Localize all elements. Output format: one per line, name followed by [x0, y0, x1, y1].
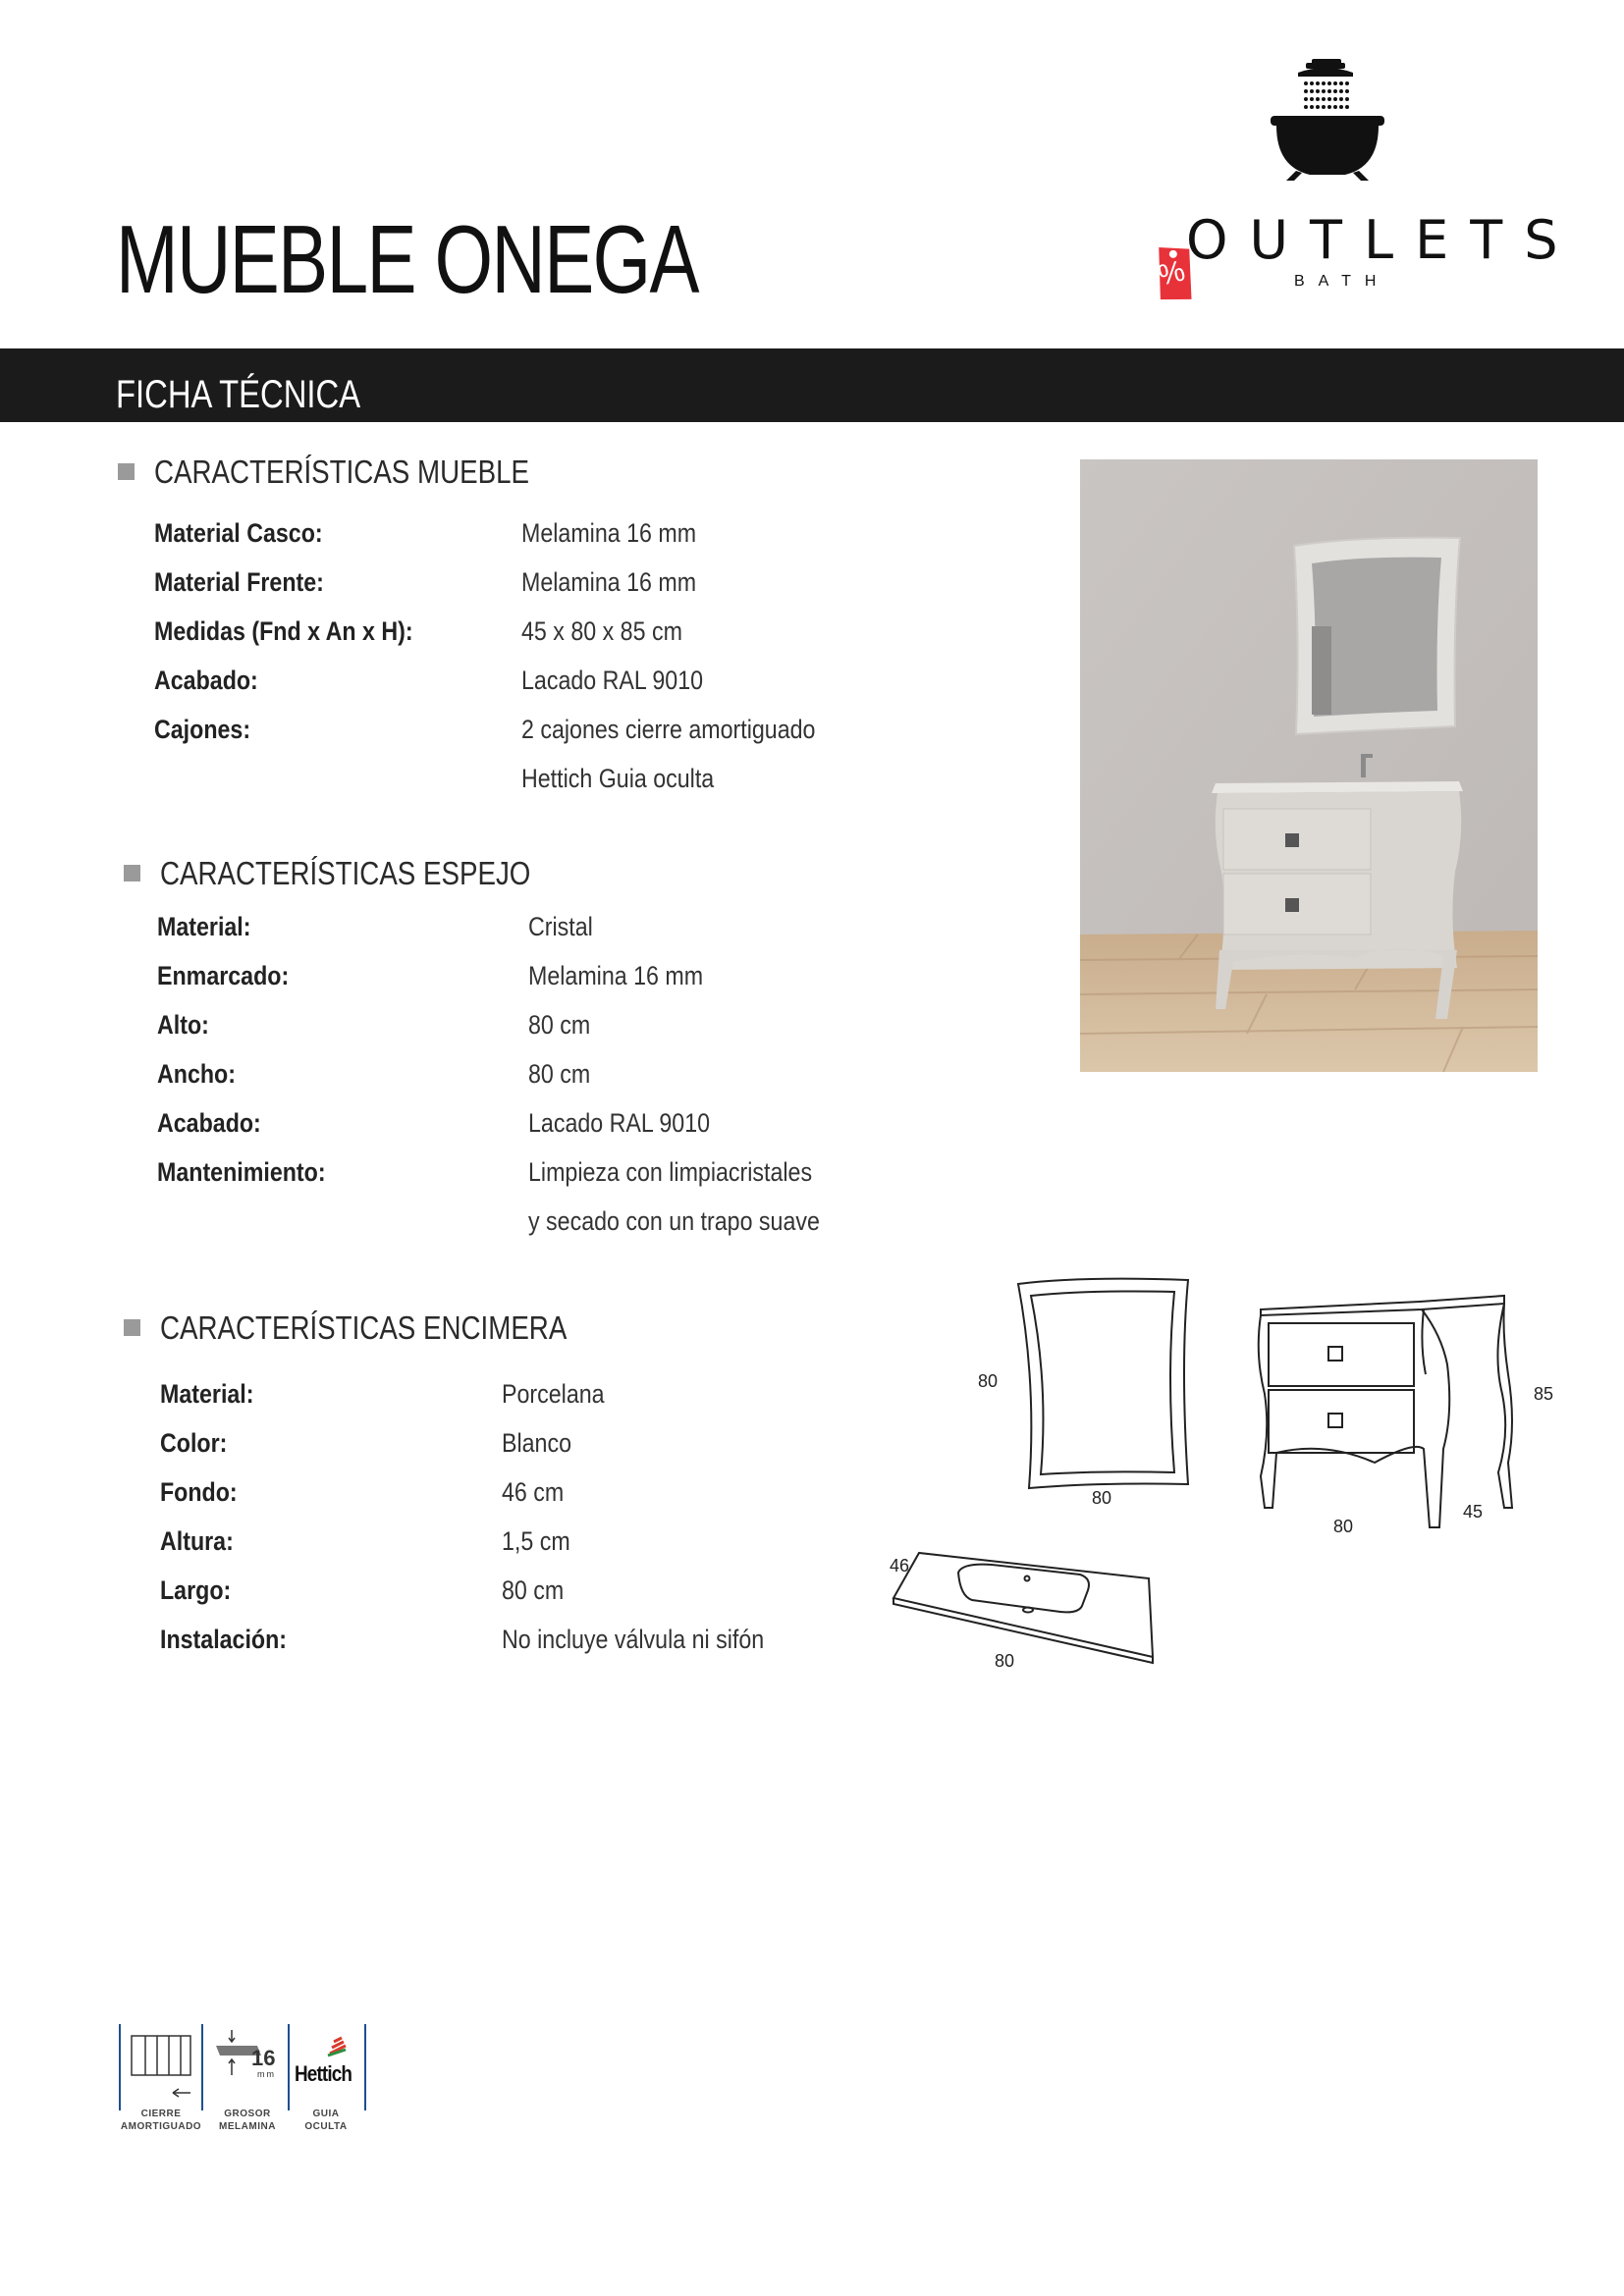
- icon-caption: GUIA OCULTA: [304, 2109, 348, 2132]
- encimera-heading: CARACTERÍSTICAS ENCIMERA: [160, 1309, 568, 1346]
- brand-sub: BATH: [1294, 273, 1390, 290]
- cabinet-width-label: 80: [1333, 1517, 1354, 1536]
- encimera-value: Blanco: [502, 1428, 572, 1458]
- price-tag-symbol: %: [1155, 254, 1189, 293]
- espejo-value: Melamina 16 mm: [528, 961, 704, 990]
- espejo-label: Acabado:: [157, 1108, 261, 1138]
- espejo-value: Lacado RAL 9010: [528, 1108, 711, 1138]
- mueble-value: 45 x 80 x 85 cm: [521, 616, 682, 646]
- hettich-logo: [328, 2038, 346, 2056]
- mueble-label: Cajones:: [154, 715, 251, 744]
- icon-caption: GROSOR MELAMINA: [219, 2109, 276, 2132]
- espejo-value: Limpieza con limpiacristales: [528, 1157, 813, 1187]
- encimera-label: Altura:: [160, 1526, 234, 1556]
- basin-width-label: 80: [995, 1651, 1015, 1671]
- encimera-value: 46 cm: [502, 1477, 565, 1507]
- espejo-label: Ancho:: [157, 1059, 236, 1089]
- cabinet-height-label: 85: [1534, 1384, 1554, 1404]
- espejo-value: Cristal: [528, 912, 593, 941]
- espejo-heading: CARACTERÍSTICAS ESPEJO: [160, 855, 531, 891]
- mueble-label: Acabado:: [154, 666, 258, 695]
- section-bar-title: FICHA TÉCNICA: [116, 373, 361, 416]
- espejo-label: Alto:: [157, 1010, 209, 1040]
- encimera-label: Fondo:: [160, 1477, 238, 1507]
- espejo-label: Mantenimiento:: [157, 1157, 326, 1187]
- section-bullet: [118, 463, 135, 480]
- section-bullet: [124, 1319, 140, 1336]
- encimera-value: No incluye válvula ni sifón: [502, 1625, 765, 1654]
- mirror-drawing: [1018, 1279, 1188, 1488]
- thickness-value: 16: [251, 2046, 276, 2070]
- icon-caption: CIERRE AMORTIGUADO: [120, 2109, 202, 2132]
- brand-name: OUTLETS: [1186, 209, 1580, 271]
- mirror-height-label: 80: [978, 1371, 999, 1391]
- mueble-label: Medidas (Fnd x An x H):: [154, 616, 413, 646]
- product-photo: [1080, 459, 1538, 1072]
- cabinet-drawing: [1259, 1296, 1512, 1527]
- encimera-label: Color:: [160, 1428, 228, 1458]
- espejo-value: 80 cm: [528, 1010, 591, 1040]
- mueble-value: 2 cajones cierre amortiguado: [521, 715, 816, 744]
- encimera-label: Largo:: [160, 1575, 232, 1605]
- technical-drawings: [864, 1266, 1571, 1679]
- hettich-brand-text: Hettich: [295, 2061, 352, 2086]
- mueble-label: Material Casco:: [154, 518, 323, 548]
- encimera-value: Porcelana: [502, 1379, 605, 1409]
- espejo-value: y secado con un trapo suave: [528, 1206, 820, 1236]
- encimera-value: 1,5 cm: [502, 1526, 570, 1556]
- espejo-label: Material:: [157, 912, 251, 941]
- basin-depth-label: 46: [890, 1556, 910, 1575]
- soft-close-icon: [132, 2036, 190, 2097]
- espejo-label: Enmarcado:: [157, 961, 290, 990]
- mueble-value: Melamina 16 mm: [521, 567, 697, 597]
- espejo-value: 80 cm: [528, 1059, 591, 1089]
- section-bullet: [124, 865, 140, 881]
- thickness-unit: mm: [257, 2069, 276, 2079]
- mueble-value: Melamina 16 mm: [521, 518, 697, 548]
- mueble-value: Lacado RAL 9010: [521, 666, 704, 695]
- encimera-label: Instalación:: [160, 1625, 288, 1654]
- basin-drawing: [893, 1553, 1153, 1663]
- mueble-value: Hettich Guia oculta: [521, 764, 715, 793]
- mueble-heading: CARACTERÍSTICAS MUEBLE: [154, 454, 529, 490]
- mueble-label: Material Frente:: [154, 567, 324, 597]
- cabinet-depth-label: 45: [1463, 1502, 1484, 1522]
- encimera-label: Material:: [160, 1379, 254, 1409]
- page-title: MUEBLE ONEGA: [116, 205, 698, 313]
- mirror-width-label: 80: [1092, 1488, 1112, 1508]
- encimera-value: 80 cm: [502, 1575, 565, 1605]
